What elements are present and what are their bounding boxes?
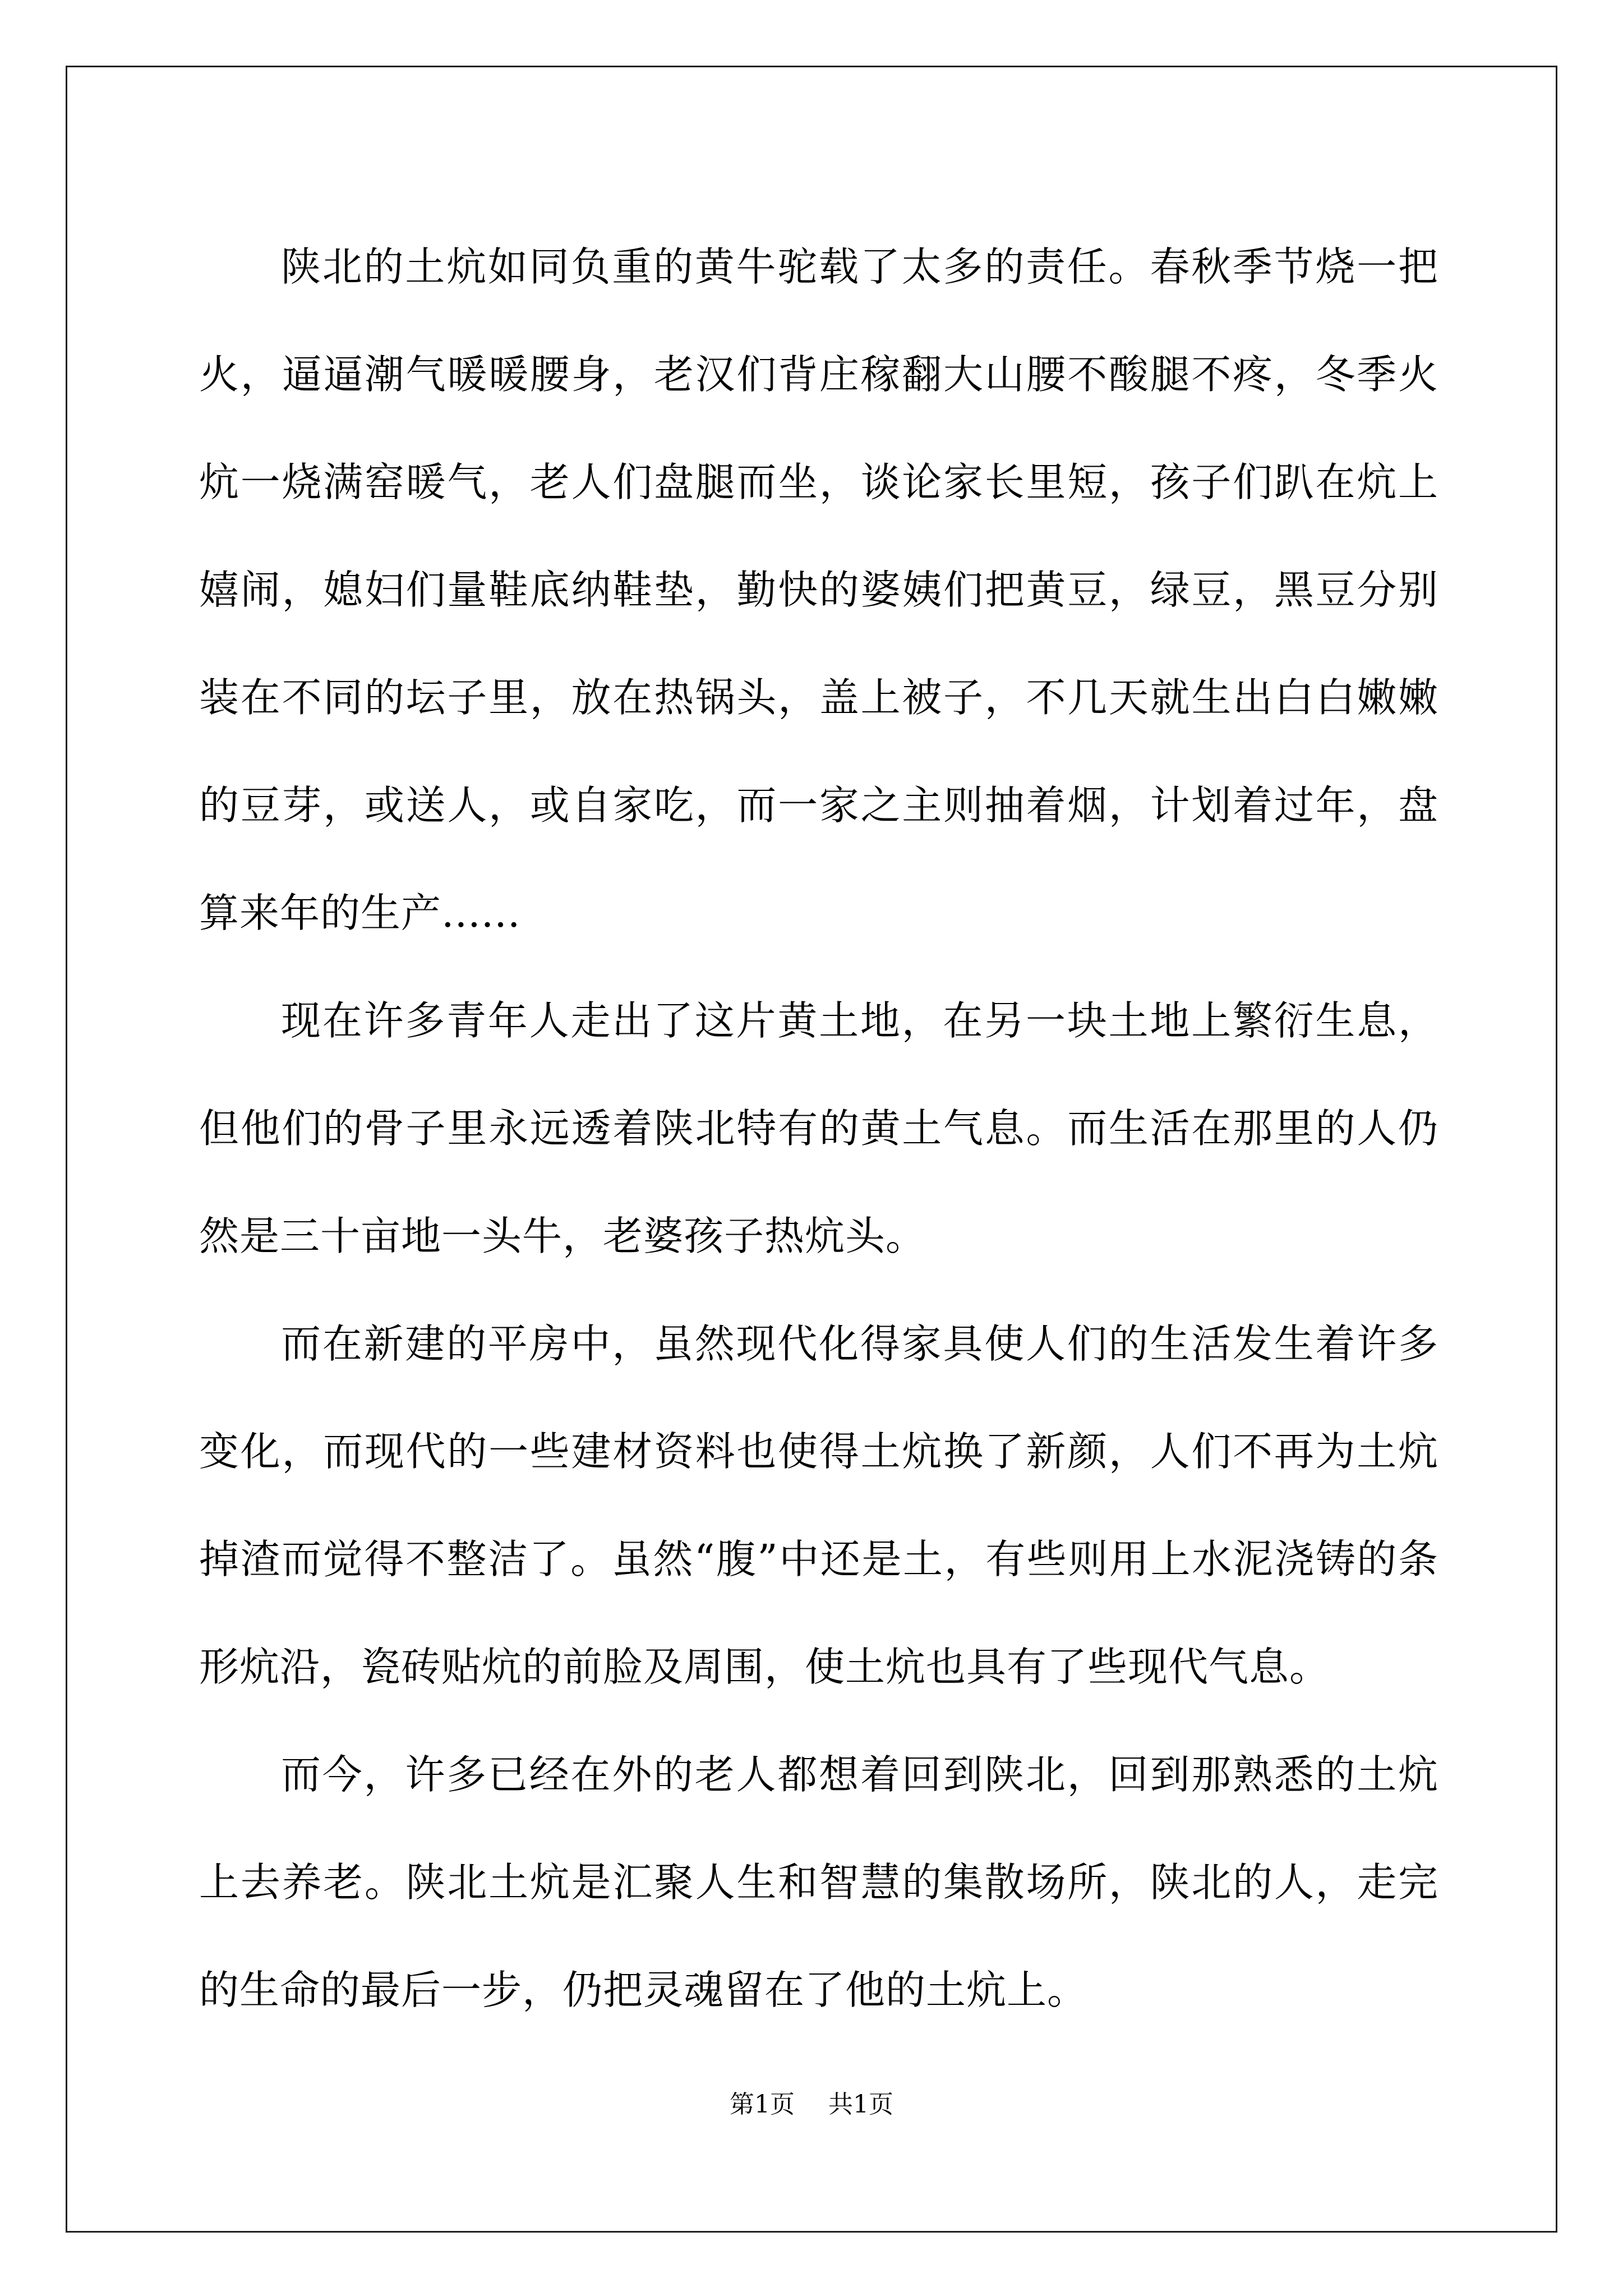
page-number-total: 共1页 [828, 2090, 893, 2119]
paragraph-4: 而今，许多已经在外的老人都想着回到陕北，回到那熟悉的土炕上去养老。陕北土炕是汇聚人生和智慧的集散场所，陕北的人，走完的生命的最后一步，仍把灵魂留在了他的土炕上。 [199, 1751, 1438, 2013]
paragraph-2: 现在许多青年人走出了这片黄土地，在另一块土地上繁衍生息，但他们的骨子里永远透着陕北特有的黄土气息。而生活在那里的人仍然是三十亩地一头牛，老婆孩子热炕头。 [199, 997, 1438, 1259]
paragraph-1: 陕北的土炕如同负重的黄牛驼载了太多的责任。春秋季节烧一把火，逼逼潮气暖暖腰身，老汉们背庄稼翻大山腰不酸腿不疼，冬季火炕一烧满窑暖气，老人们盘腿而坐，谈论家长里短，孩子们趴在炕上嬉闹，媳妇们量鞋底纳鞋垫，勤快的婆姨们把黄豆，绿豆，黑豆分别装在不同的坛子里，放在热锅头，盖上被子，不几天就生出白白嫩嫩的豆芽，或送人，或自家吃，而一家之主则抽着烟，计划着过年，盘算来年的生产...... [199, 243, 1438, 936]
page-footer [0, 2088, 1623, 2122]
document-body [199, 213, 1438, 2044]
page-number-current: 第1页 [730, 2090, 795, 2119]
paragraph-3: 而在新建的平房中，虽然现代化得家具使人们的生活发生着许多变化，而现代的一些建材资料也使得土炕换了新颜，人们不再为土炕掉渣而觉得不整洁了。虽然“腹”中还是土，有些则用上水泥浇铸的条形炕沿，瓷砖贴炕的前脸及周围，使土炕也具有了些现代气息。 [199, 1320, 1438, 1690]
